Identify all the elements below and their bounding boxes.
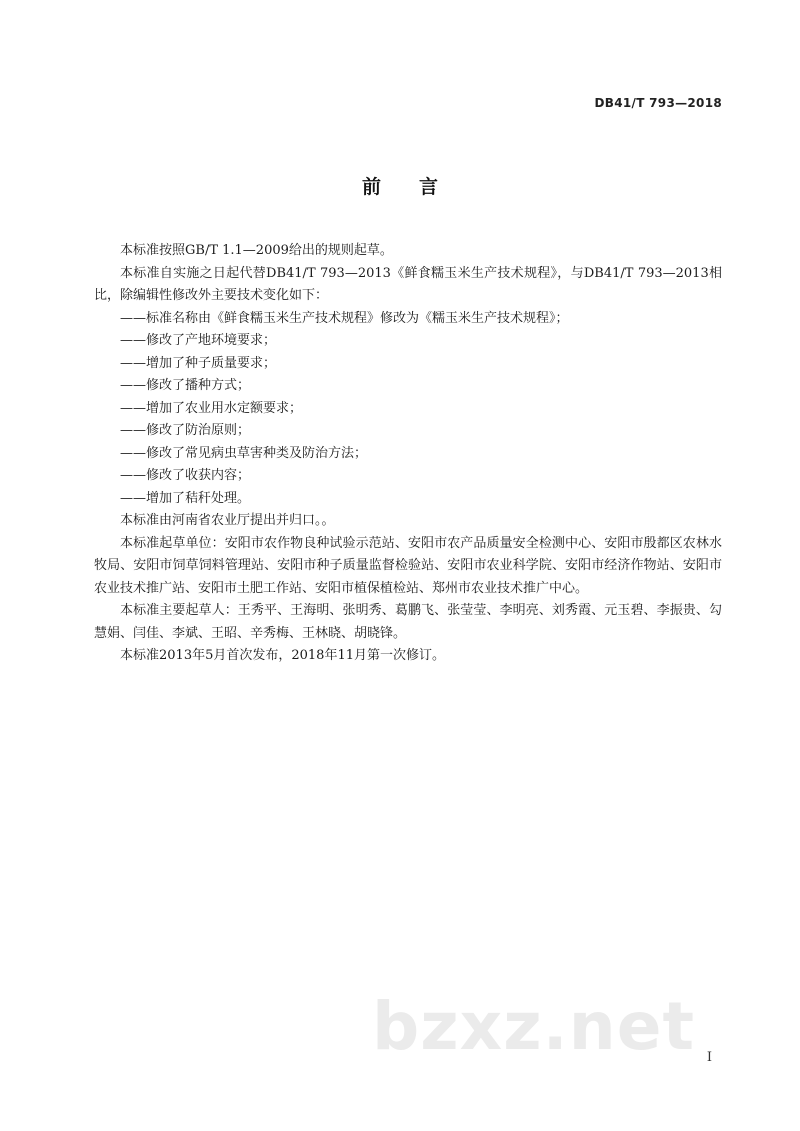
- change-item: ——增加了农业用水定额要求；: [120, 400, 303, 416]
- title-part-1: 前: [361, 176, 381, 198]
- title-part-2: 言: [419, 176, 439, 198]
- paragraph-release-history: 本标准2013年5月首次发布，2018年11月第一次修订。: [120, 648, 445, 663]
- change-item: ——修改了产地环境要求；: [120, 333, 277, 348]
- watermark: bzxz.net: [372, 988, 696, 1065]
- change-item: ——增加了秸秆处理。: [120, 490, 251, 506]
- change-item: ——修改了常见病虫草害种类及防治方法；: [120, 445, 368, 461]
- page-title: [0, 172, 800, 199]
- paragraph-replacement: 本标准自实施之日起代替DB41/T 793—2013《鲜食糯玉米生产技术规程》，与DB41/T 793—2013相比，除编辑性修改外主要技术变化如下：: [94, 265, 722, 303]
- standard-code: DB41/T 793—2018: [594, 96, 722, 110]
- paragraph-drafting-rules: 本标准按照GB/T 1.1—2009给出的规则起草。: [120, 243, 393, 258]
- change-item: ——修改了防治原则；: [120, 423, 251, 438]
- document-body: [94, 240, 722, 668]
- change-item: ——标准名称由《鲜食糯玉米生产技术规程》修改为《糯玉米生产技术规程》；: [120, 310, 569, 326]
- change-item: ——修改了播种方式；: [120, 378, 251, 393]
- paragraph-proposer: 本标准由河南省农业厅提出并归口。。: [120, 513, 335, 528]
- paragraph-drafting-units: 本标准起草单位：安阳市农作物良种试验示范站、安阳市农产品质量安全检测中心、安阳市殷都区农林水牧局、安阳市饲草饲料管理站、安阳市种子质量监督检验站、安阳市农业科学院、安阳市经济作物站、安阳市农业技术推广站、安阳市土肥工作站、安阳市植保植检站、郑州市农业技术推广中心。: [94, 535, 722, 596]
- change-item: ——修改了收获内容；: [120, 468, 251, 483]
- page-number: I: [706, 1050, 712, 1065]
- change-item: ——增加了种子质量要求；: [120, 355, 277, 371]
- paragraph-drafters: 本标准主要起草人：王秀平、王海明、张明秀、葛鹏飞、张莹莹、李明亮、刘秀霞、元玉碧、李振贵、勾慧娟、闫佳、李斌、王昭、辛秀梅、王林晓、胡晓锋。: [94, 603, 722, 641]
